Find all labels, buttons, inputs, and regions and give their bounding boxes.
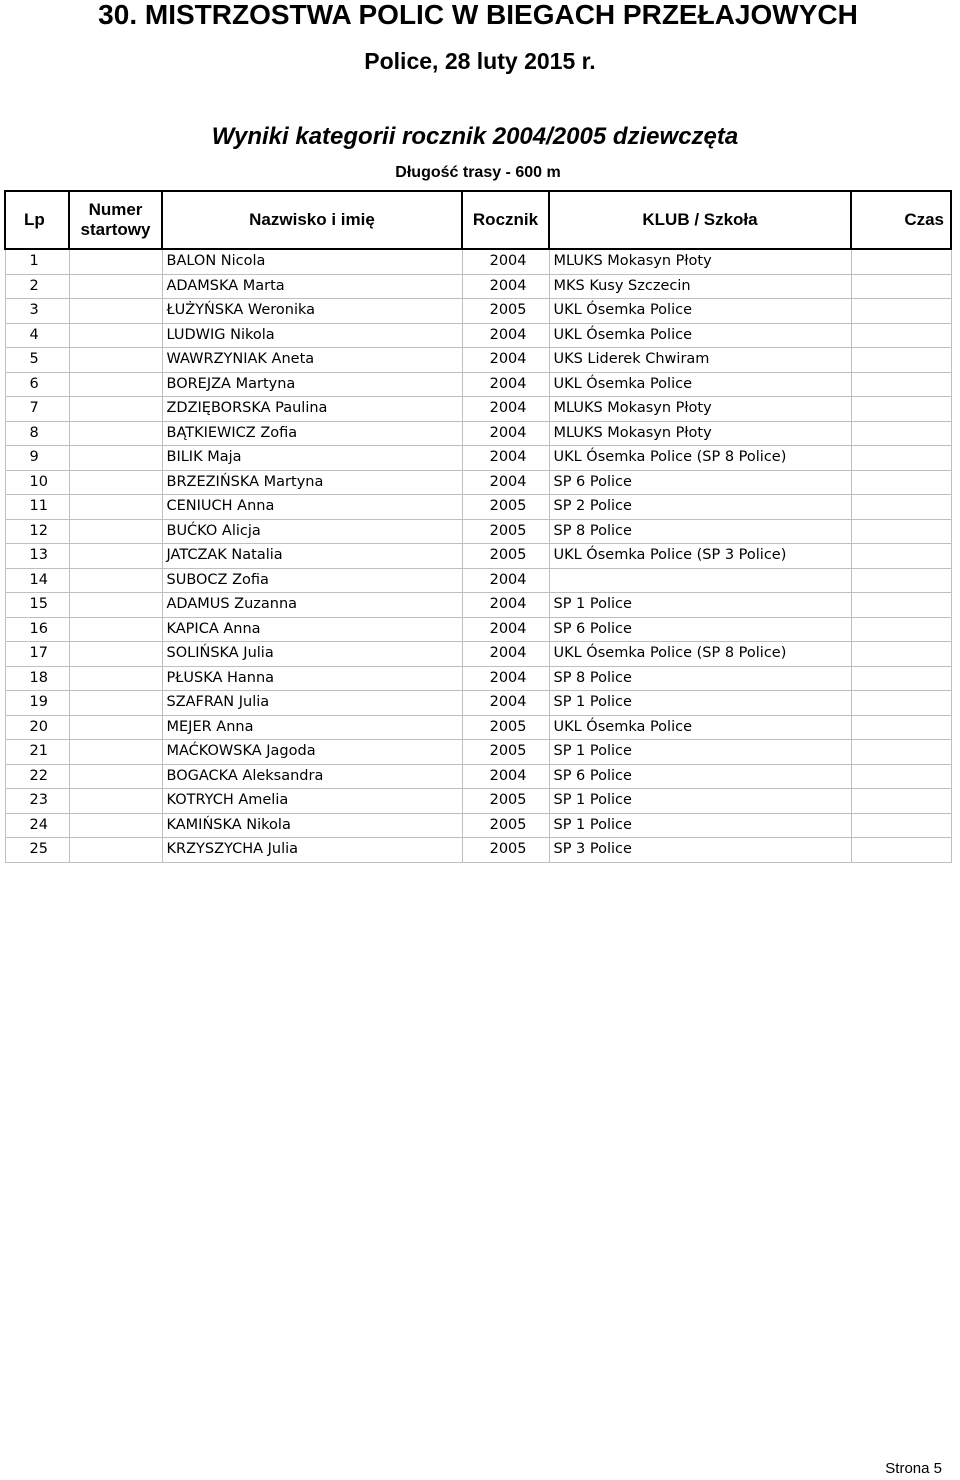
cell-year: 2004 — [462, 274, 549, 299]
cell-number — [69, 568, 162, 593]
cell-lp: 16 — [5, 617, 69, 642]
cell-year: 2005 — [462, 813, 549, 838]
cell-number — [69, 274, 162, 299]
cell-name: BALON Nicola — [162, 249, 462, 274]
cell-name: PŁUSKA Hanna — [162, 666, 462, 691]
cell-name: JATCZAK Natalia — [162, 544, 462, 569]
table-row — [5, 813, 951, 838]
cell-number — [69, 593, 162, 618]
cell-name: SZAFRAN Julia — [162, 691, 462, 716]
cell-lp: 14 — [5, 568, 69, 593]
cell-name: BRZEZIŃSKA Martyna — [162, 470, 462, 495]
cell-club: MLUKS Mokasyn Płoty — [549, 397, 851, 422]
header-lp: Lp — [5, 191, 69, 249]
cell-time — [851, 323, 951, 348]
cell-club: SP 1 Police — [549, 593, 851, 618]
cell-lp: 24 — [5, 813, 69, 838]
header-year: Rocznik — [462, 191, 549, 249]
cell-year: 2005 — [462, 519, 549, 544]
table-row — [5, 249, 951, 274]
cell-club: UKL Ósemka Police — [549, 323, 851, 348]
cell-number — [69, 249, 162, 274]
table-row — [5, 397, 951, 422]
cell-lp: 8 — [5, 421, 69, 446]
cell-time — [851, 642, 951, 667]
cell-time — [851, 568, 951, 593]
cell-time — [851, 470, 951, 495]
cell-name: WAWRZYNIAK Aneta — [162, 348, 462, 373]
cell-time — [851, 446, 951, 471]
cell-number — [69, 617, 162, 642]
cell-number — [69, 789, 162, 814]
cell-year: 2005 — [462, 740, 549, 765]
cell-lp: 6 — [5, 372, 69, 397]
table-row — [5, 642, 951, 667]
cell-lp: 5 — [5, 348, 69, 373]
cell-club: SP 6 Police — [549, 764, 851, 789]
cell-club: SP 1 Police — [549, 789, 851, 814]
cell-club: SP 8 Police — [549, 519, 851, 544]
cell-club — [549, 568, 851, 593]
cell-time — [851, 813, 951, 838]
cell-lp: 22 — [5, 764, 69, 789]
cell-name: BĄTKIEWICZ Zofia — [162, 421, 462, 446]
cell-time — [851, 274, 951, 299]
cell-number — [69, 642, 162, 667]
cell-number — [69, 323, 162, 348]
cell-lp: 17 — [5, 642, 69, 667]
cell-number — [69, 838, 162, 863]
cell-club: UKL Ósemka Police (SP 8 Police) — [549, 446, 851, 471]
cell-name: ADAMSKA Marta — [162, 274, 462, 299]
cell-time — [851, 299, 951, 324]
cell-name: ŁUŻYŃSKA Weronika — [162, 299, 462, 324]
cell-name: KAPICA Anna — [162, 617, 462, 642]
cell-time — [851, 495, 951, 520]
cell-year: 2004 — [462, 249, 549, 274]
cell-lp: 4 — [5, 323, 69, 348]
cell-name: ZDZIĘBORSKA Paulina — [162, 397, 462, 422]
cell-club: MLUKS Mokasyn Płoty — [549, 421, 851, 446]
cell-time — [851, 764, 951, 789]
cell-club: UKS Liderek Chwiram — [549, 348, 851, 373]
table-row — [5, 740, 951, 765]
cell-club: MLUKS Mokasyn Płoty — [549, 249, 851, 274]
table-row — [5, 372, 951, 397]
cell-number — [69, 372, 162, 397]
table-row — [5, 789, 951, 814]
cell-club: SP 1 Police — [549, 691, 851, 716]
cell-lp: 19 — [5, 691, 69, 716]
header-number: Numer startowy — [69, 191, 162, 249]
cell-club: UKL Ósemka Police — [549, 372, 851, 397]
cell-name: ADAMUS Zuzanna — [162, 593, 462, 618]
cell-lp: 25 — [5, 838, 69, 863]
cell-time — [851, 617, 951, 642]
document-title: 30. MISTRZOSTWA POLIC W BIEGACH PRZEŁAJOWYCH — [98, 0, 858, 30]
cell-number — [69, 544, 162, 569]
category-heading: Wyniki kategorii rocznik 2004/2005 dziewczęta — [211, 123, 739, 150]
table-row — [5, 764, 951, 789]
cell-time — [851, 691, 951, 716]
cell-year: 2005 — [462, 544, 549, 569]
table-row — [5, 470, 951, 495]
cell-time — [851, 666, 951, 691]
table-row — [5, 299, 951, 324]
cell-year: 2004 — [462, 323, 549, 348]
cell-name: MEJER Anna — [162, 715, 462, 740]
cell-lp: 20 — [5, 715, 69, 740]
cell-time — [851, 421, 951, 446]
cell-time — [851, 372, 951, 397]
cell-club: SP 2 Police — [549, 495, 851, 520]
cell-lp: 1 — [5, 249, 69, 274]
cell-club: SP 6 Police — [549, 617, 851, 642]
cell-number — [69, 470, 162, 495]
cell-name: BILIK Maja — [162, 446, 462, 471]
cell-name: BUĆKO Alicja — [162, 519, 462, 544]
table-row — [5, 519, 951, 544]
table-header-row — [5, 191, 951, 249]
cell-club: UKL Ósemka Police (SP 3 Police) — [549, 544, 851, 569]
header-time: Czas — [851, 191, 951, 249]
cell-year: 2004 — [462, 421, 549, 446]
page-number: Strona 5 — [885, 1460, 942, 1477]
table-row — [5, 838, 951, 863]
cell-name: KRZYSZYCHA Julia — [162, 838, 462, 863]
cell-time — [851, 397, 951, 422]
table-row — [5, 421, 951, 446]
event-date: Police, 28 luty 2015 r. — [364, 48, 596, 74]
table-row — [5, 593, 951, 618]
cell-name: LUDWIG Nikola — [162, 323, 462, 348]
cell-number — [69, 764, 162, 789]
cell-name: CENIUCH Anna — [162, 495, 462, 520]
cell-name: MAĆKOWSKA Jagoda — [162, 740, 462, 765]
cell-time — [851, 715, 951, 740]
cell-name: SOLIŃSKA Julia — [162, 642, 462, 667]
cell-year: 2004 — [462, 372, 549, 397]
cell-number — [69, 495, 162, 520]
cell-year: 2005 — [462, 838, 549, 863]
cell-club: UKL Ósemka Police — [549, 715, 851, 740]
cell-club: MKS Kusy Szczecin — [549, 274, 851, 299]
cell-club: SP 3 Police — [549, 838, 851, 863]
table-row — [5, 446, 951, 471]
table-row — [5, 568, 951, 593]
cell-year: 2005 — [462, 299, 549, 324]
cell-year: 2004 — [462, 764, 549, 789]
cell-club: SP 6 Police — [549, 470, 851, 495]
table-row — [5, 617, 951, 642]
cell-number — [69, 299, 162, 324]
table-row — [5, 495, 951, 520]
cell-year: 2004 — [462, 642, 549, 667]
cell-time — [851, 544, 951, 569]
cell-number — [69, 519, 162, 544]
results-body — [5, 249, 951, 862]
cell-number — [69, 740, 162, 765]
cell-time — [851, 348, 951, 373]
results-table — [4, 190, 952, 863]
cell-year: 2004 — [462, 446, 549, 471]
cell-name: SUBOCZ Zofia — [162, 568, 462, 593]
cell-number — [69, 397, 162, 422]
cell-lp: 23 — [5, 789, 69, 814]
cell-number — [69, 666, 162, 691]
route-length: Długość trasy - 600 m — [395, 164, 561, 181]
cell-year: 2004 — [462, 691, 549, 716]
cell-number — [69, 691, 162, 716]
cell-lp: 21 — [5, 740, 69, 765]
cell-name: BOGACKA Aleksandra — [162, 764, 462, 789]
table-row — [5, 323, 951, 348]
cell-year: 2004 — [462, 617, 549, 642]
cell-year: 2004 — [462, 470, 549, 495]
header-club: KLUB / Szkoła — [549, 191, 851, 249]
table-row — [5, 691, 951, 716]
cell-number — [69, 813, 162, 838]
cell-lp: 3 — [5, 299, 69, 324]
cell-time — [851, 838, 951, 863]
cell-lp: 15 — [5, 593, 69, 618]
table-row — [5, 544, 951, 569]
cell-number — [69, 348, 162, 373]
header-name: Nazwisko i imię — [162, 191, 462, 249]
cell-time — [851, 740, 951, 765]
cell-club: SP 1 Police — [549, 740, 851, 765]
cell-year: 2004 — [462, 593, 549, 618]
cell-year: 2004 — [462, 348, 549, 373]
cell-year: 2004 — [462, 666, 549, 691]
cell-club: UKL Ósemka Police — [549, 299, 851, 324]
cell-time — [851, 593, 951, 618]
cell-lp: 13 — [5, 544, 69, 569]
cell-time — [851, 519, 951, 544]
cell-number — [69, 421, 162, 446]
cell-lp: 2 — [5, 274, 69, 299]
cell-time — [851, 249, 951, 274]
cell-club: UKL Ósemka Police (SP 8 Police) — [549, 642, 851, 667]
cell-year: 2005 — [462, 789, 549, 814]
cell-lp: 9 — [5, 446, 69, 471]
cell-lp: 18 — [5, 666, 69, 691]
cell-number — [69, 715, 162, 740]
cell-name: BOREJZA Martyna — [162, 372, 462, 397]
cell-club: SP 8 Police — [549, 666, 851, 691]
cell-year: 2005 — [462, 715, 549, 740]
cell-year: 2004 — [462, 397, 549, 422]
cell-lp: 7 — [5, 397, 69, 422]
cell-lp: 12 — [5, 519, 69, 544]
cell-year: 2005 — [462, 495, 549, 520]
cell-club: SP 1 Police — [549, 813, 851, 838]
table-row — [5, 715, 951, 740]
table-row — [5, 348, 951, 373]
cell-lp: 11 — [5, 495, 69, 520]
cell-name: KAMIŃSKA Nikola — [162, 813, 462, 838]
table-row — [5, 274, 951, 299]
table-row — [5, 666, 951, 691]
cell-name: KOTRYCH Amelia — [162, 789, 462, 814]
cell-year: 2004 — [462, 568, 549, 593]
cell-number — [69, 446, 162, 471]
cell-lp: 10 — [5, 470, 69, 495]
cell-time — [851, 789, 951, 814]
